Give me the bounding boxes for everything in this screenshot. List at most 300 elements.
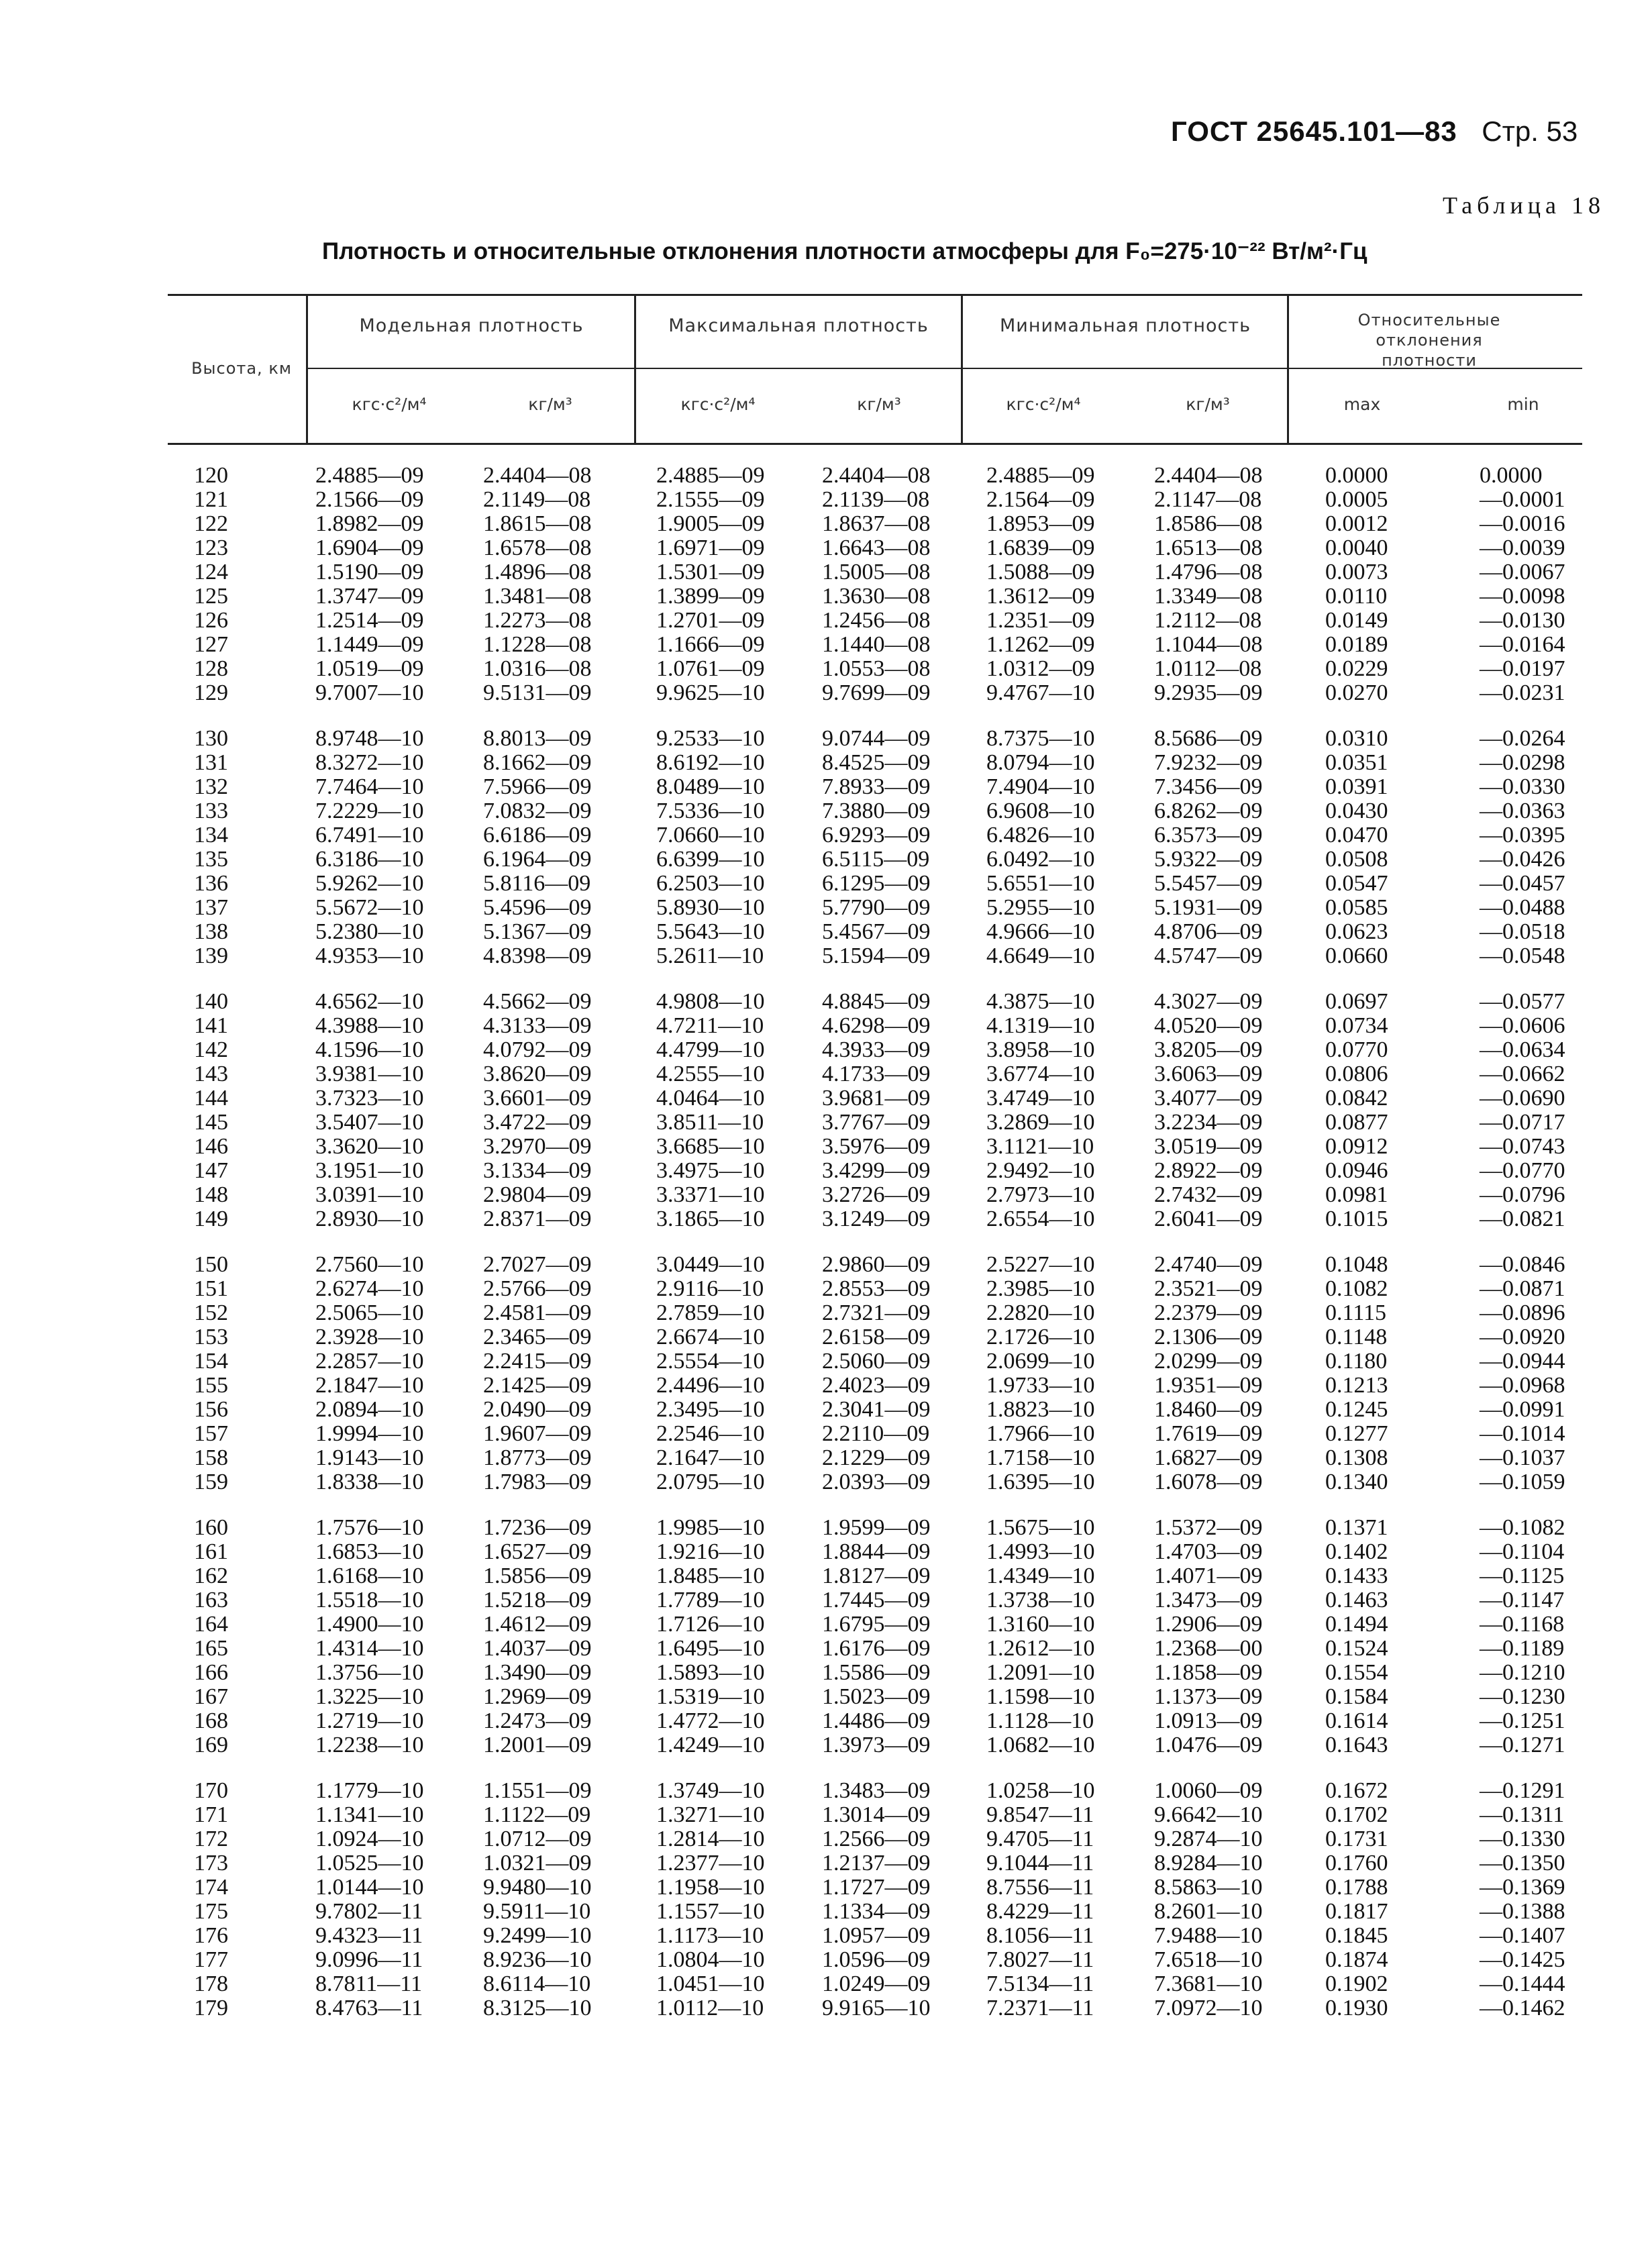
cell-rel-min: —0.1369 bbox=[1480, 1875, 1565, 1900]
cell-row-height: 176 bbox=[194, 1923, 228, 1948]
cell-rel-min: —0.1291 bbox=[1480, 1778, 1565, 1803]
cell-max-kgs: 2.9116—10 bbox=[656, 1276, 764, 1301]
cell-rel-min: —0.1271 bbox=[1480, 1733, 1565, 1757]
cell-min-kg: 9.2935—09 bbox=[1154, 680, 1263, 705]
cell-rel-min: —0.1311 bbox=[1480, 1802, 1565, 1827]
cell-min-kg: 2.1306—09 bbox=[1154, 1325, 1263, 1349]
cell-rel-min: —0.1388 bbox=[1480, 1899, 1565, 1924]
cell-min-kg: 8.5863—10 bbox=[1154, 1875, 1263, 1900]
cell-min-kgs: 1.5088—09 bbox=[986, 560, 1095, 584]
cell-model-kgs: 1.1341—10 bbox=[315, 1802, 424, 1827]
cell-model-kgs: 3.5407—10 bbox=[315, 1110, 424, 1135]
cell-row-height: 140 bbox=[194, 989, 228, 1014]
cell-min-kgs: 2.6554—10 bbox=[986, 1207, 1095, 1231]
cell-max-kgs: 2.4885—09 bbox=[656, 463, 765, 488]
cell-min-kg: 7.9232—09 bbox=[1154, 750, 1263, 775]
cell-min-kgs: 9.8547—11 bbox=[986, 1802, 1094, 1827]
cell-row-height: 138 bbox=[194, 919, 228, 944]
cell-min-kg: 5.5457—09 bbox=[1154, 871, 1263, 896]
cell-rel-max: 0.1760 bbox=[1325, 1851, 1388, 1876]
cell-min-kgs: 1.0258—10 bbox=[986, 1778, 1095, 1803]
cell-max-kg: 1.6795—09 bbox=[822, 1612, 931, 1637]
cell-min-kg: 1.8586—08 bbox=[1154, 511, 1263, 536]
cell-min-kg: 1.6078—09 bbox=[1154, 1470, 1263, 1494]
cell-rel-min: —0.0846 bbox=[1480, 1252, 1565, 1277]
cell-min-kgs: 4.9666—10 bbox=[986, 919, 1095, 944]
cell-max-kg: 3.2726—09 bbox=[822, 1182, 931, 1207]
page-header bbox=[1171, 115, 1578, 148]
cell-rel-max: 0.0149 bbox=[1325, 608, 1388, 633]
cell-row-height: 168 bbox=[194, 1708, 228, 1733]
cell-rel-max: 0.1817 bbox=[1325, 1899, 1388, 1924]
cell-max-kgs: 1.1173—10 bbox=[656, 1923, 764, 1948]
cell-model-kgs: 1.8982—09 bbox=[315, 511, 424, 536]
cell-max-kgs: 5.2611—10 bbox=[656, 943, 764, 968]
cell-model-kg: 5.8116—09 bbox=[483, 871, 591, 896]
cell-model-kgs: 4.6562—10 bbox=[315, 989, 424, 1014]
unit-min-kgs: кгс·с²/м⁴ bbox=[1006, 395, 1081, 414]
cell-max-kgs: 1.2377—10 bbox=[656, 1851, 765, 1876]
cell-row-height: 141 bbox=[194, 1013, 228, 1038]
cell-max-kg: 1.9599—09 bbox=[822, 1515, 931, 1540]
cell-rel-min: —0.0264 bbox=[1480, 726, 1565, 751]
cell-max-kgs: 8.6192—10 bbox=[656, 750, 765, 775]
cell-row-height: 132 bbox=[194, 774, 228, 799]
cell-max-kgs: 4.7211—10 bbox=[656, 1013, 764, 1038]
cell-max-kgs: 1.1958—10 bbox=[656, 1875, 765, 1900]
cell-max-kgs: 1.9005—09 bbox=[656, 511, 765, 536]
cell-rel-min: —0.0821 bbox=[1480, 1207, 1565, 1231]
cell-max-kgs: 1.4249—10 bbox=[656, 1733, 765, 1757]
cell-model-kg: 8.8013—09 bbox=[483, 726, 592, 751]
cell-row-height: 167 bbox=[194, 1684, 228, 1709]
cell-model-kg: 2.7027—09 bbox=[483, 1252, 592, 1277]
cell-model-kgs: 1.4900—10 bbox=[315, 1612, 424, 1637]
cell-max-kgs: 1.7126—10 bbox=[656, 1612, 765, 1637]
cell-min-kgs: 2.9492—10 bbox=[986, 1158, 1095, 1183]
cell-max-kgs: 1.4772—10 bbox=[656, 1708, 765, 1733]
cell-max-kgs: 1.7789—10 bbox=[656, 1588, 765, 1612]
cell-row-height: 150 bbox=[194, 1252, 228, 1277]
cell-model-kgs: 9.4323—11 bbox=[315, 1923, 423, 1948]
cell-model-kgs: 8.9748—10 bbox=[315, 726, 424, 751]
cell-max-kgs: 5.5643—10 bbox=[656, 919, 765, 944]
cell-model-kgs: 9.0996—11 bbox=[315, 1947, 423, 1972]
cell-model-kgs: 6.3186—10 bbox=[315, 847, 424, 872]
cell-max-kgs: 9.9625—10 bbox=[656, 680, 765, 705]
cell-rel-min: —0.0363 bbox=[1480, 799, 1565, 823]
cell-model-kg: 2.9804—09 bbox=[483, 1182, 592, 1207]
cell-row-height: 171 bbox=[194, 1802, 228, 1827]
cell-model-kg: 2.5766—09 bbox=[483, 1276, 592, 1301]
cell-row-height: 178 bbox=[194, 1971, 228, 1996]
cell-model-kg: 2.1149—08 bbox=[483, 487, 591, 512]
cell-model-kgs: 1.8338—10 bbox=[315, 1470, 424, 1494]
cell-min-kgs: 4.3875—10 bbox=[986, 989, 1095, 1014]
cell-rel-max: 0.1494 bbox=[1325, 1612, 1388, 1637]
cell-min-kgs: 1.8823—10 bbox=[986, 1397, 1095, 1422]
cell-min-kgs: 8.0794—10 bbox=[986, 750, 1095, 775]
cell-rel-max: 0.0229 bbox=[1325, 656, 1388, 681]
cell-rel-max: 0.0000 bbox=[1325, 463, 1388, 488]
cell-min-kg: 7.9488—10 bbox=[1154, 1923, 1263, 1948]
cell-model-kgs: 3.9381—10 bbox=[315, 1062, 424, 1086]
cell-max-kg: 2.1139—08 bbox=[822, 487, 930, 512]
cell-model-kgs: 9.7007—10 bbox=[315, 680, 424, 705]
cell-model-kg: 9.5131—09 bbox=[483, 680, 592, 705]
cell-model-kg: 2.4581—09 bbox=[483, 1300, 592, 1325]
cell-model-kg: 2.3465—09 bbox=[483, 1325, 592, 1349]
cell-rel-min: —0.0231 bbox=[1480, 680, 1565, 705]
cell-min-kg: 1.4796—08 bbox=[1154, 560, 1263, 584]
cell-min-kg: 3.4077—09 bbox=[1154, 1086, 1263, 1111]
cell-max-kg: 1.5005—08 bbox=[822, 560, 931, 584]
cell-max-kg: 1.5023—09 bbox=[822, 1684, 931, 1709]
cell-rel-max: 0.0770 bbox=[1325, 1037, 1388, 1062]
cell-max-kg: 1.3014—09 bbox=[822, 1802, 931, 1827]
cell-max-kg: 1.2137—09 bbox=[822, 1851, 931, 1876]
cell-min-kg: 1.2368—00 bbox=[1154, 1636, 1263, 1661]
cell-max-kgs: 6.6399—10 bbox=[656, 847, 765, 872]
cell-rel-max: 0.1245 bbox=[1325, 1397, 1388, 1422]
cell-rel-min: —0.0717 bbox=[1480, 1110, 1565, 1135]
cell-model-kgs: 2.1566—09 bbox=[315, 487, 424, 512]
cell-row-height: 177 bbox=[194, 1947, 228, 1972]
cell-max-kgs: 1.9216—10 bbox=[656, 1539, 765, 1564]
cell-model-kg: 2.1425—09 bbox=[483, 1373, 592, 1398]
cell-row-height: 163 bbox=[194, 1588, 228, 1612]
cell-model-kg: 7.0832—09 bbox=[483, 799, 592, 823]
cell-max-kg: 5.1594—09 bbox=[822, 943, 931, 968]
cell-min-kg: 7.3456—09 bbox=[1154, 774, 1263, 799]
cell-min-kg: 3.2234—09 bbox=[1154, 1110, 1263, 1135]
cell-rel-min: —0.1444 bbox=[1480, 1971, 1565, 1996]
cell-rel-max: 0.0697 bbox=[1325, 989, 1388, 1014]
cell-rel-max: 0.1213 bbox=[1325, 1373, 1388, 1398]
cell-model-kg: 8.9236—10 bbox=[483, 1947, 592, 1972]
cell-row-height: 172 bbox=[194, 1827, 228, 1851]
cell-max-kg: 8.4525—09 bbox=[822, 750, 931, 775]
cell-row-height: 129 bbox=[194, 680, 228, 705]
cell-min-kg: 5.9322—09 bbox=[1154, 847, 1263, 872]
cell-model-kgs: 1.6904—09 bbox=[315, 535, 424, 560]
cell-model-kgs: 1.6853—10 bbox=[315, 1539, 424, 1564]
cell-rel-max: 0.0877 bbox=[1325, 1110, 1388, 1135]
cell-min-kg: 6.3573—09 bbox=[1154, 823, 1263, 848]
cell-min-kgs: 6.4826—10 bbox=[986, 823, 1095, 848]
header-divider bbox=[961, 295, 963, 444]
cell-model-kg: 9.9480—10 bbox=[483, 1875, 592, 1900]
cell-model-kg: 1.2473—09 bbox=[483, 1708, 592, 1733]
cell-model-kgs: 4.9353—10 bbox=[315, 943, 424, 968]
cell-rel-max: 0.1845 bbox=[1325, 1923, 1388, 1948]
cell-min-kgs: 1.4993—10 bbox=[986, 1539, 1095, 1564]
cell-rel-min: —0.0518 bbox=[1480, 919, 1565, 944]
cell-model-kg: 4.5662—09 bbox=[483, 989, 592, 1014]
cell-min-kg: 3.8205—09 bbox=[1154, 1037, 1263, 1062]
cell-rel-min: —0.0796 bbox=[1480, 1182, 1565, 1207]
cell-row-height: 156 bbox=[194, 1397, 228, 1422]
cell-model-kg: 1.1551—09 bbox=[483, 1778, 592, 1803]
cell-min-kgs: 1.8953—09 bbox=[986, 511, 1095, 536]
cell-rel-max: 0.1614 bbox=[1325, 1708, 1388, 1733]
cell-max-kgs: 2.1647—10 bbox=[656, 1445, 765, 1470]
cell-min-kg: 7.3681—10 bbox=[1154, 1971, 1263, 1996]
cell-min-kgs: 6.9608—10 bbox=[986, 799, 1095, 823]
cell-model-kgs: 1.0525—10 bbox=[315, 1851, 424, 1876]
cell-max-kg: 3.7767—09 bbox=[822, 1110, 931, 1135]
cell-min-kg: 1.0476—09 bbox=[1154, 1733, 1263, 1757]
cell-rel-min: —0.1104 bbox=[1480, 1539, 1565, 1564]
cell-model-kgs: 2.7560—10 bbox=[315, 1252, 424, 1277]
cell-max-kg: 6.9293—09 bbox=[822, 823, 931, 848]
cell-max-kg: 1.1727—09 bbox=[822, 1875, 931, 1900]
cell-max-kg: 1.3630—08 bbox=[822, 584, 931, 609]
cell-rel-min: —0.1147 bbox=[1480, 1588, 1565, 1612]
cell-rel-max: 0.0005 bbox=[1325, 487, 1388, 512]
cell-row-height: 146 bbox=[194, 1134, 228, 1159]
cell-min-kg: 2.7432—09 bbox=[1154, 1182, 1263, 1207]
cell-rel-max: 0.1340 bbox=[1325, 1470, 1388, 1494]
cell-rel-min: —0.1330 bbox=[1480, 1827, 1565, 1851]
cell-model-kgs: 1.1449—09 bbox=[315, 632, 424, 657]
cell-rel-min: —0.0991 bbox=[1480, 1397, 1565, 1422]
cell-rel-min: —0.0098 bbox=[1480, 584, 1565, 609]
cell-row-height: 164 bbox=[194, 1612, 228, 1637]
cell-model-kg: 2.0490—09 bbox=[483, 1397, 592, 1422]
cell-max-kgs: 4.9808—10 bbox=[656, 989, 765, 1014]
cell-min-kg: 1.9351—09 bbox=[1154, 1373, 1263, 1398]
cell-model-kgs: 1.2719—10 bbox=[315, 1708, 424, 1733]
cell-model-kg: 2.2415—09 bbox=[483, 1349, 592, 1374]
cell-rel-max: 0.1731 bbox=[1325, 1827, 1388, 1851]
cell-row-height: 169 bbox=[194, 1733, 228, 1757]
col-height-header: Высота, км bbox=[191, 359, 292, 378]
cell-row-height: 151 bbox=[194, 1276, 228, 1301]
cell-rel-max: 0.1463 bbox=[1325, 1588, 1388, 1612]
cell-model-kgs: 1.2238—10 bbox=[315, 1733, 424, 1757]
cell-min-kgs: 4.6649—10 bbox=[986, 943, 1095, 968]
cell-rel-max: 0.1308 bbox=[1325, 1445, 1388, 1470]
cell-max-kg: 2.4023—09 bbox=[822, 1373, 931, 1398]
cell-rel-max: 0.0040 bbox=[1325, 535, 1388, 560]
cell-rel-min: —0.1350 bbox=[1480, 1851, 1565, 1876]
cell-min-kgs: 1.1262—09 bbox=[986, 632, 1095, 657]
cell-row-height: 154 bbox=[194, 1349, 228, 1374]
cell-rel-min: —0.0896 bbox=[1480, 1300, 1565, 1325]
cell-min-kgs: 1.7966—10 bbox=[986, 1421, 1095, 1446]
cell-rel-max: 0.0012 bbox=[1325, 511, 1388, 536]
cell-min-kgs: 3.1121—10 bbox=[986, 1134, 1094, 1159]
header-bottom-rule bbox=[168, 443, 1582, 445]
cell-rel-min: —0.0634 bbox=[1480, 1037, 1565, 1062]
cell-max-kg: 2.0393—09 bbox=[822, 1470, 931, 1494]
cell-max-kg: 4.3933—09 bbox=[822, 1037, 931, 1062]
cell-min-kg: 1.8460—09 bbox=[1154, 1397, 1263, 1422]
cell-min-kg: 1.3473—09 bbox=[1154, 1588, 1263, 1612]
cell-max-kgs: 1.1666—09 bbox=[656, 632, 765, 657]
cell-model-kg: 1.5856—09 bbox=[483, 1563, 592, 1588]
cell-max-kgs: 1.5893—10 bbox=[656, 1660, 765, 1685]
cell-model-kgs: 1.0144—10 bbox=[315, 1875, 424, 1900]
cell-rel-min: —0.0871 bbox=[1480, 1276, 1565, 1301]
cell-min-kg: 2.2379—09 bbox=[1154, 1300, 1263, 1325]
cell-min-kg: 6.8262—09 bbox=[1154, 799, 1263, 823]
cell-rel-max: 0.1524 bbox=[1325, 1636, 1388, 1661]
header-divider bbox=[1287, 295, 1289, 444]
cell-max-kg: 6.1295—09 bbox=[822, 871, 931, 896]
cell-model-kg: 2.4404—08 bbox=[483, 463, 592, 488]
cell-max-kg: 1.0957—09 bbox=[822, 1923, 931, 1948]
cell-min-kgs: 1.3160—10 bbox=[986, 1612, 1095, 1637]
cell-rel-min: —0.0920 bbox=[1480, 1325, 1565, 1349]
cell-min-kgs: 7.2371—11 bbox=[986, 1996, 1094, 2020]
cell-row-height: 155 bbox=[194, 1373, 228, 1398]
cell-max-kg: 9.7699—09 bbox=[822, 680, 931, 705]
cell-max-kgs: 9.2533—10 bbox=[656, 726, 765, 751]
cell-model-kgs: 2.1847—10 bbox=[315, 1373, 424, 1398]
group-min-header: Минимальная плотность bbox=[1000, 315, 1251, 336]
cell-model-kg: 7.5966—09 bbox=[483, 774, 592, 799]
cell-rel-min: —0.0944 bbox=[1480, 1349, 1565, 1374]
cell-min-kg: 8.9284—10 bbox=[1154, 1851, 1263, 1876]
cell-max-kgs: 1.9985—10 bbox=[656, 1515, 765, 1540]
cell-max-kg: 1.7445—09 bbox=[822, 1588, 931, 1612]
cell-rel-min: —0.1210 bbox=[1480, 1660, 1565, 1685]
cell-max-kgs: 2.0795—10 bbox=[656, 1470, 765, 1494]
cell-max-kg: 1.6176—09 bbox=[822, 1636, 931, 1661]
cell-max-kgs: 7.5336—10 bbox=[656, 799, 765, 823]
cell-model-kg: 4.0792—09 bbox=[483, 1037, 592, 1062]
cell-model-kgs: 1.3225—10 bbox=[315, 1684, 424, 1709]
cell-model-kgs: 2.0894—10 bbox=[315, 1397, 424, 1422]
cell-min-kg: 3.6063—09 bbox=[1154, 1062, 1263, 1086]
cell-min-kg: 4.3027—09 bbox=[1154, 989, 1263, 1014]
cell-model-kg: 1.8615—08 bbox=[483, 511, 592, 536]
cell-rel-min: —0.1014 bbox=[1480, 1421, 1565, 1446]
cell-min-kgs: 4.1319—10 bbox=[986, 1013, 1095, 1038]
cell-max-kg: 5.7790—09 bbox=[822, 895, 931, 920]
cell-model-kgs: 2.8930—10 bbox=[315, 1207, 424, 1231]
cell-model-kgs: 1.0519—09 bbox=[315, 656, 424, 681]
cell-rel-max: 0.0430 bbox=[1325, 799, 1388, 823]
cell-min-kgs: 3.2869—10 bbox=[986, 1110, 1095, 1135]
cell-model-kgs: 7.2229—10 bbox=[315, 799, 424, 823]
cell-max-kgs: 2.3495—10 bbox=[656, 1397, 765, 1422]
group-model-header: Модельная плотность bbox=[359, 315, 584, 336]
cell-min-kg: 9.6642—10 bbox=[1154, 1802, 1263, 1827]
cell-model-kg: 1.2969—09 bbox=[483, 1684, 592, 1709]
cell-min-kgs: 1.6395—10 bbox=[986, 1470, 1095, 1494]
cell-min-kgs: 5.2955—10 bbox=[986, 895, 1095, 920]
cell-rel-max: 0.0110 bbox=[1325, 584, 1388, 609]
cell-model-kg: 8.3125—10 bbox=[483, 1996, 592, 2020]
cell-min-kgs: 1.0682—10 bbox=[986, 1733, 1095, 1757]
cell-max-kgs: 3.1865—10 bbox=[656, 1207, 765, 1231]
cell-model-kgs: 1.9994—10 bbox=[315, 1421, 424, 1446]
cell-model-kgs: 3.1951—10 bbox=[315, 1158, 424, 1183]
cell-rel-max: 0.1930 bbox=[1325, 1996, 1388, 2020]
cell-min-kg: 2.3521—09 bbox=[1154, 1276, 1263, 1301]
cell-rel-max: 0.0508 bbox=[1325, 847, 1388, 872]
cell-model-kgs: 2.4885—09 bbox=[315, 463, 424, 488]
cell-rel-min: —0.1462 bbox=[1480, 1996, 1565, 2020]
cell-max-kgs: 1.6971—09 bbox=[656, 535, 765, 560]
cell-max-kgs: 1.3749—10 bbox=[656, 1778, 765, 1803]
standard-number: ГОСТ 25645.101—83 bbox=[1171, 115, 1457, 147]
cell-max-kg: 1.0553—08 bbox=[822, 656, 931, 681]
cell-row-height: 131 bbox=[194, 750, 228, 775]
cell-min-kg: 1.1373—09 bbox=[1154, 1684, 1263, 1709]
cell-min-kg: 8.5686—09 bbox=[1154, 726, 1263, 751]
cell-model-kgs: 3.3620—10 bbox=[315, 1134, 424, 1159]
table-top-rule bbox=[168, 294, 1582, 296]
cell-max-kg: 2.2110—09 bbox=[822, 1421, 930, 1446]
cell-row-height: 130 bbox=[194, 726, 228, 751]
cell-model-kg: 3.6601—09 bbox=[483, 1086, 592, 1111]
cell-model-kgs: 1.3747—09 bbox=[315, 584, 424, 609]
cell-model-kg: 1.3481—08 bbox=[483, 584, 592, 609]
cell-row-height: 170 bbox=[194, 1778, 228, 1803]
cell-model-kgs: 5.9262—10 bbox=[315, 871, 424, 896]
cell-row-height: 124 bbox=[194, 560, 228, 584]
cell-min-kg: 1.2112—08 bbox=[1154, 608, 1262, 633]
cell-rel-min: —0.0770 bbox=[1480, 1158, 1565, 1183]
cell-model-kgs: 3.7323—10 bbox=[315, 1086, 424, 1111]
cell-row-height: 139 bbox=[194, 943, 228, 968]
cell-model-kg: 1.8773—09 bbox=[483, 1445, 592, 1470]
cell-model-kgs: 1.5190—09 bbox=[315, 560, 424, 584]
cell-min-kgs: 8.7556—11 bbox=[986, 1875, 1094, 1900]
unit-min-kg: кг/м³ bbox=[1186, 395, 1230, 414]
cell-rel-min: —0.0067 bbox=[1480, 560, 1565, 584]
cell-rel-max: 0.1874 bbox=[1325, 1947, 1388, 1972]
cell-rel-max: 0.0270 bbox=[1325, 680, 1388, 705]
cell-max-kgs: 1.0804—10 bbox=[656, 1947, 765, 1972]
cell-model-kg: 3.1334—09 bbox=[483, 1158, 592, 1183]
cell-rel-min: —0.0968 bbox=[1480, 1373, 1565, 1398]
cell-model-kg: 3.8620—09 bbox=[483, 1062, 592, 1086]
cell-min-kgs: 7.4904—10 bbox=[986, 774, 1095, 799]
cell-row-height: 174 bbox=[194, 1875, 228, 1900]
cell-model-kg: 1.2001—09 bbox=[483, 1733, 592, 1757]
cell-max-kg: 2.1229—09 bbox=[822, 1445, 931, 1470]
cell-rel-min: —0.1425 bbox=[1480, 1947, 1565, 1972]
cell-max-kgs: 2.6674—10 bbox=[656, 1325, 765, 1349]
cell-min-kgs: 7.8027—11 bbox=[986, 1947, 1094, 1972]
cell-max-kg: 1.5586—09 bbox=[822, 1660, 931, 1685]
cell-model-kgs: 2.6274—10 bbox=[315, 1276, 424, 1301]
cell-rel-max: 0.0470 bbox=[1325, 823, 1388, 848]
cell-rel-min: —0.0426 bbox=[1480, 847, 1565, 872]
cell-rel-min: —0.0330 bbox=[1480, 774, 1565, 799]
cell-min-kgs: 2.1726—10 bbox=[986, 1325, 1095, 1349]
cell-min-kg: 2.4404—08 bbox=[1154, 463, 1263, 488]
unit-min: min bbox=[1507, 395, 1539, 414]
cell-model-kgs: 2.2857—10 bbox=[315, 1349, 424, 1374]
cell-rel-min: 0.0000 bbox=[1480, 463, 1543, 488]
cell-max-kg: 2.7321—09 bbox=[822, 1300, 931, 1325]
cell-min-kgs: 1.3612—09 bbox=[986, 584, 1095, 609]
cell-model-kgs: 4.3988—10 bbox=[315, 1013, 424, 1038]
cell-max-kg: 1.4486—09 bbox=[822, 1708, 931, 1733]
cell-row-height: 157 bbox=[194, 1421, 228, 1446]
cell-min-kg: 7.0972—10 bbox=[1154, 1996, 1263, 2020]
cell-row-height: 148 bbox=[194, 1182, 228, 1207]
cell-model-kg: 1.5218—09 bbox=[483, 1588, 592, 1612]
cell-row-height: 134 bbox=[194, 823, 228, 848]
cell-max-kgs: 1.0451—10 bbox=[656, 1971, 765, 1996]
